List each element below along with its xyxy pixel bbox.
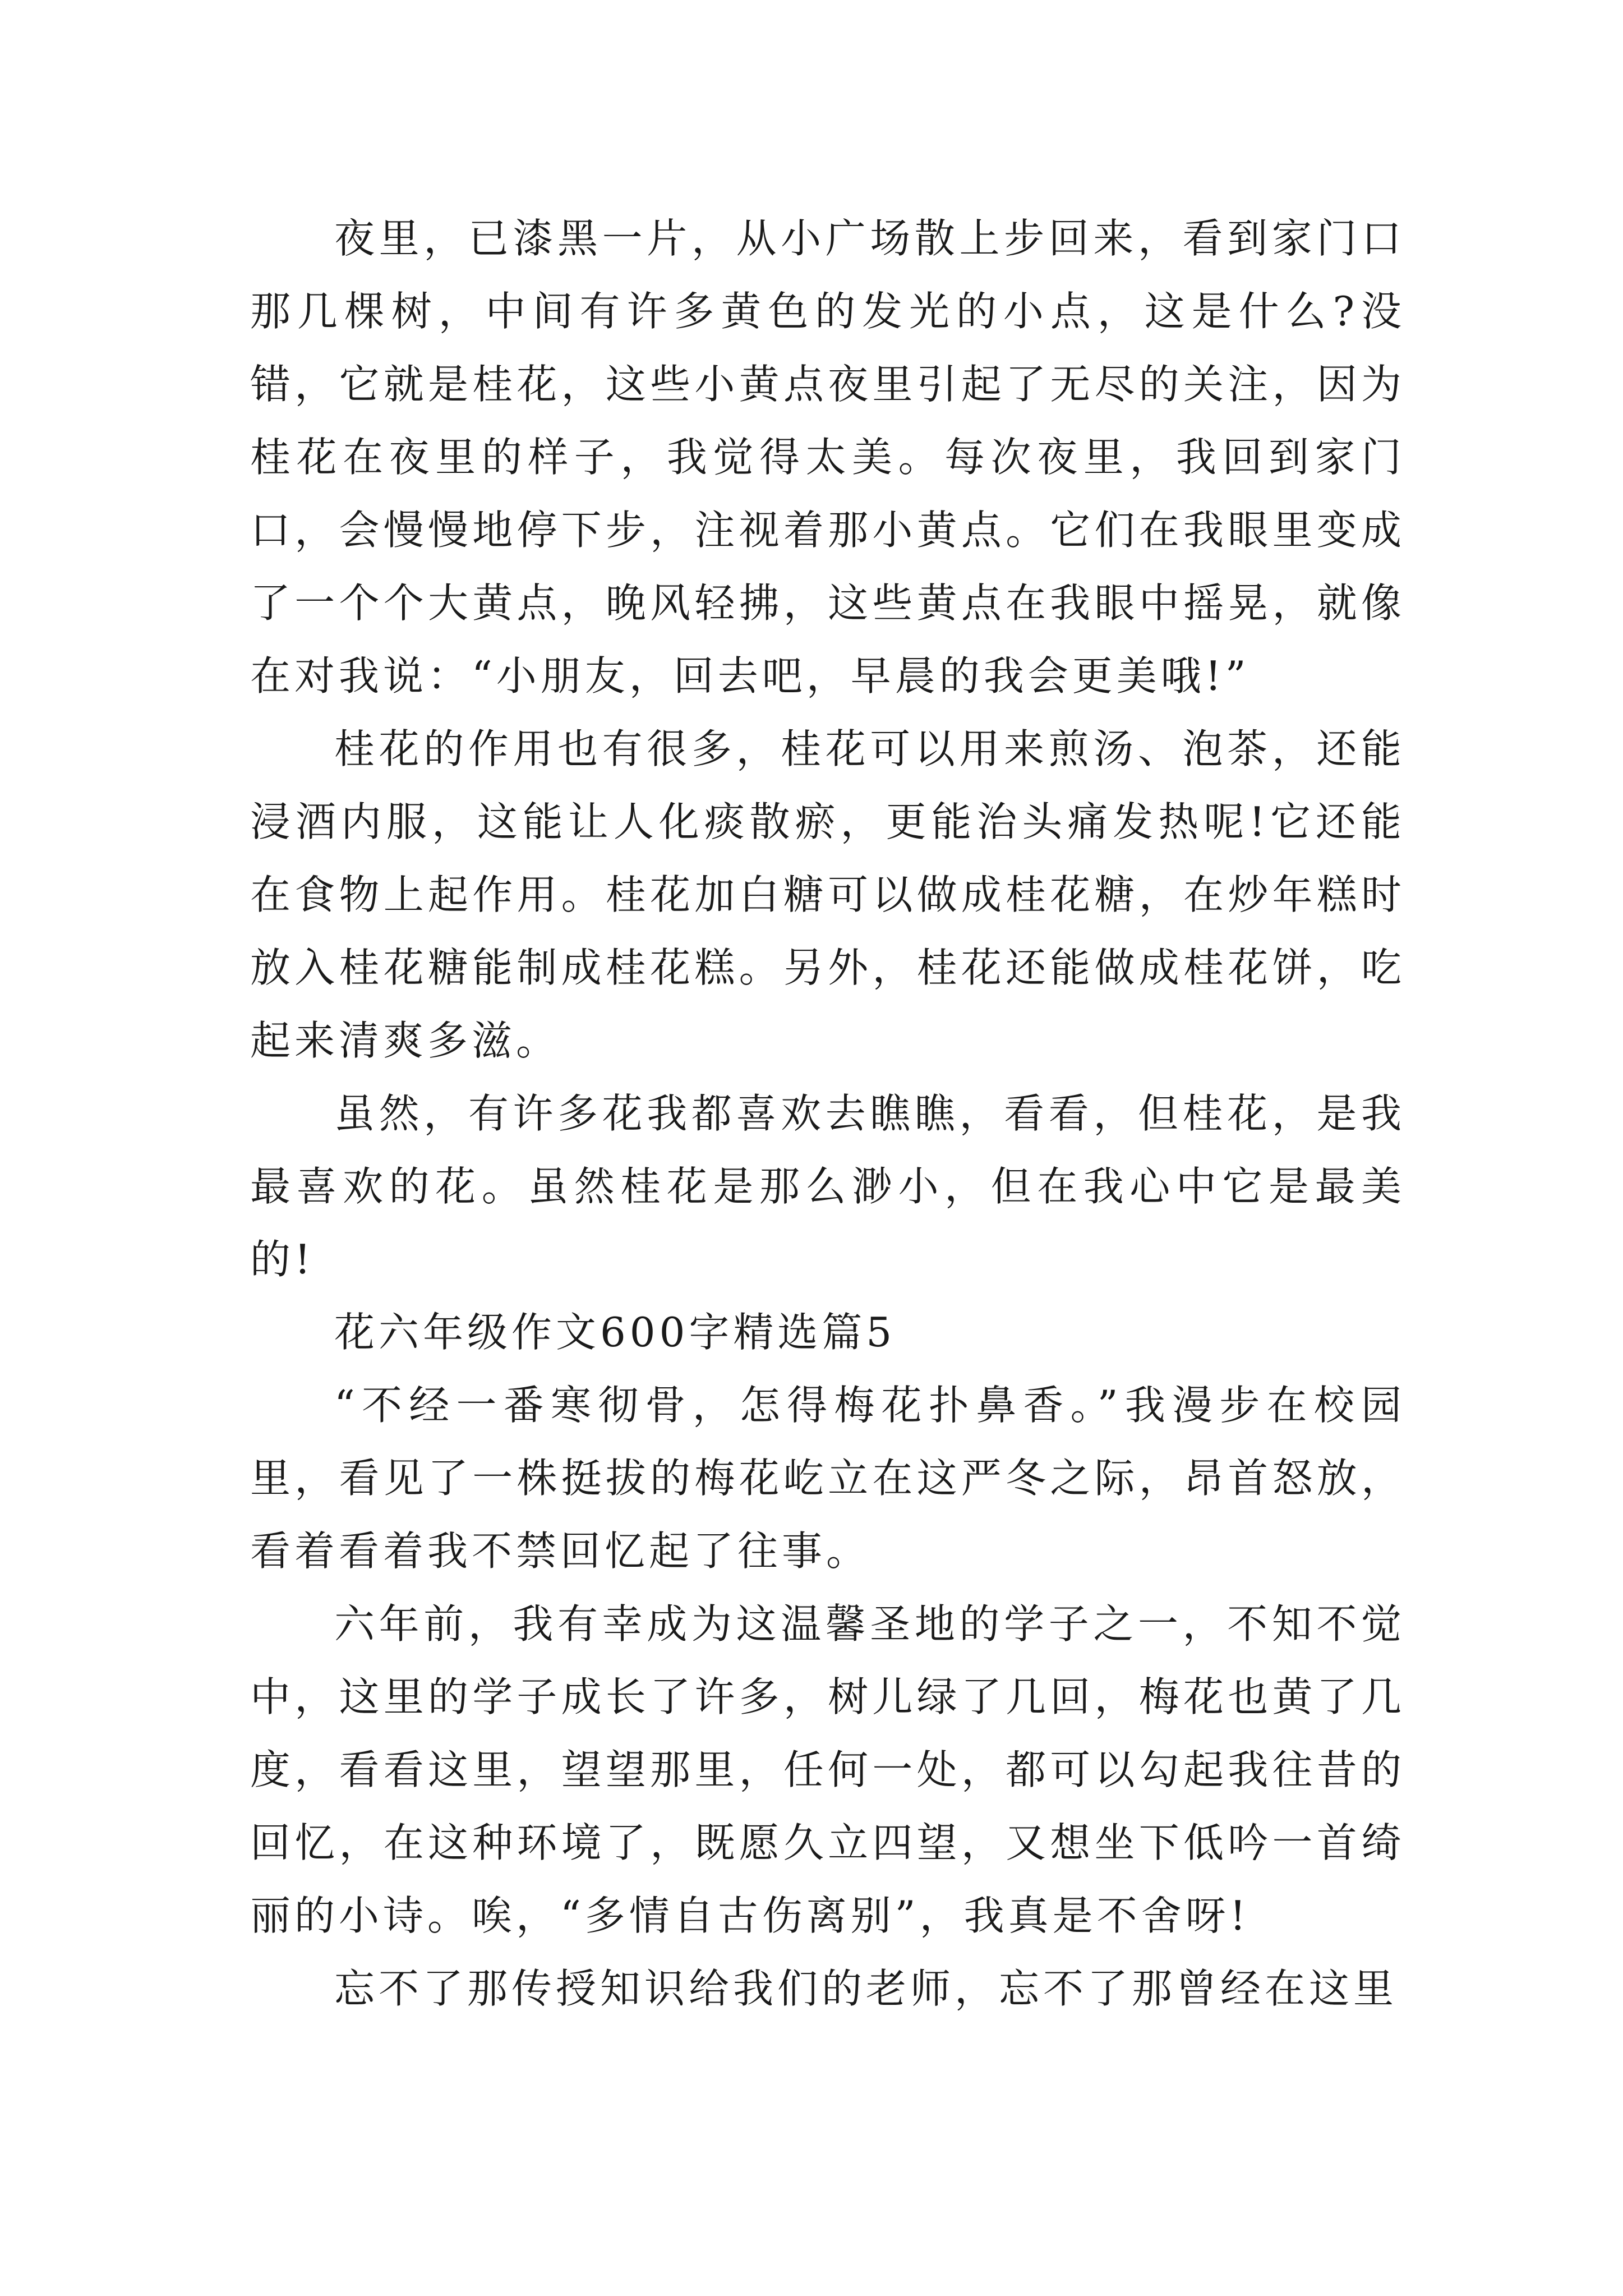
paragraph-favorite-flower: 虽然，有许多花我都喜欢去瞧瞧，看看，但桂花，是我最喜欢的花。虽然桂花是那么渺小，但在我心中它是最美的!: [250, 1090, 1405, 1283]
paragraph-plum-blossom: “不经一番寒彻骨，怎得梅花扑鼻香。”我漫步在校园里，看见了一株挺拔的梅花屹立在这严冬之际，昂首怒放，看着看着我不禁回忆起了往事。: [250, 1382, 1405, 1575]
paragraph-night-osmanthus: 夜里，已漆黑一片，从小广场散上步回来，看到家门口那几棵树，中间有许多黄色的发光的小点，这是什么?没错，它就是桂花，这些小黄点夜里引起了无尽的关注，因为桂花在夜里的样子，我觉得太美。每次夜里，我回到家门口，会慢慢地停下步，注视着那小黄点。它们在我眼里变成了一个个大黄点，晚风轻拂，这些黄点在我眼中摇晃，就像在对我说：“小朋友，回去吧，早晨的我会更美哦!”: [250, 215, 1405, 700]
paragraph-teachers: 忘不了那传授知识给我们的老师，忘不了那曾经在这里: [334, 1965, 1398, 2012]
document-body: [250, 202, 1405, 2025]
section-heading: 花六年级作文600字精选篇5: [334, 1309, 896, 1356]
paragraph-six-years: 六年前，我有幸成为这温馨圣地的学子之一，不知不觉中，这里的学子成长了许多，树儿绿了几回，梅花也黄了几度，看看这里，望望那里，任何一处，都可以勾起我往昔的回忆，在这种环境了，既愿久立四望，又想坐下低吟一首绮丽的小诗。唉，“多情自古伤离别”，我真是不舍呀!: [250, 1600, 1405, 1939]
paragraph-osmanthus-uses: 桂花的作用也有很多，桂花可以用来煎汤、泡茶，还能浸酒内服，这能让人化痰散瘀，更能治头痛发热呢!它还能在食物上起作用。桂花加白糖可以做成桂花糖，在炒年糕时放入桂花糖能制成桂花糕。另外，桂花还能做成桂花饼，吃起来清爽多滋。: [250, 725, 1405, 1064]
